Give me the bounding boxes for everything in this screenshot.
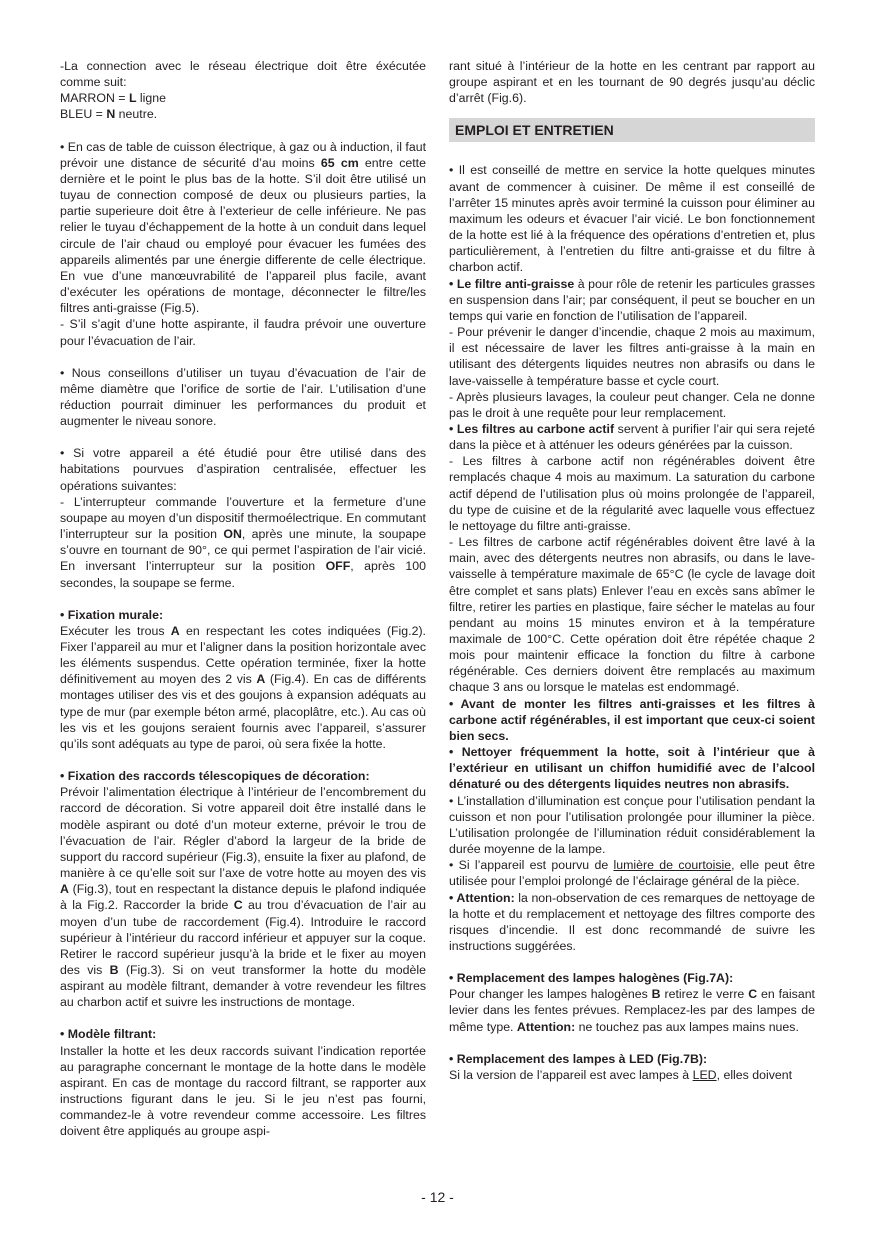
centralized-aspiration-paragraph: • Si votre appareil a été étudié pour être utilisé dans des habitations pourvues d’aspiration centralisée, effectuer les opérations suivantes:: [60, 446, 426, 493]
courtesy-light-paragraph: • Si l’appareil est pourvu de lumière de courtoisie, elle peut être utilisée pour l’emploi prolongé de l’éclairage général de la pièce.: [449, 858, 816, 889]
led-replacement-heading: • Remplacement des lampes à LED (Fig.7B):: [449, 1051, 708, 1066]
fire-prevention-paragraph: - Pour prévenir le danger d’incendie, chaque 2 mois au maximum, il est nécessaire de laver les filtres anti-graisse à la main en utilisant des détergents liquides neutres non abrasifs ou dans le lave-vaisselle à température basse et cycle court.: [449, 325, 815, 388]
section-heading-use-maintenance: EMPLOI ET ENTRETIEN: [449, 118, 815, 142]
telescopic-fittings-paragraph: Prévoir l’alimentation électrique à l’intérieur de l’encombrement du raccord de décoration. Si votre appareil doit être installé dans le modèle aspirant ou doté d’un moteur externe, prévoir le trou de l’évacuation de l’air. Régler d’abord la largeur de la bride de support du raccord supérieur (Fig.3), ensuite la fixer au plafond, de manière à ce qu’elle soit sur l’axe de votre hotte au moyen des vis A (Fig.3), tout en respectant la distance depuis le plafond indiquée à la Fig.2. Raccorder la bride C au trou d’évacuation de l’air au moyen d’un tube de raccordement (Fig.4). Introduire le raccord supérieur à l’intérieur du raccord inférieur et appuyer sur la coque. Retirer le raccord supérieur jusqu’à la bride et le fixer au moyen des vis B (Fig.3). Si on veut transformer la hotte du modèle aspirant au modèle filtrant, demander à votre revendeur les filtres au charbon actif et suivre les instructions de montage.: [60, 785, 426, 1010]
cooktop-distance-paragraph: • En cas de table de cuisson électrique, à gaz ou à induction, il faut prévoir une distance de sécurité d’au moins 65 cm entre cette dernière et le point le plus bas de la hotte. S’il doit être utilisé un tuyau de connection composé de deux ou plusieurs parties, la partie superieure doit être à l’exterieur de celle inférieure. Ne pas relier le tuyau d’échappement de la hotte à un conduit dans lequel circule de l’air chaud ou employé pour évacuer les fumées des appareils alimentés par une énergie differente de celle électrique. En vue d’une manœuvrabilité de l’appareil plus facile, avant d’exécuter les opérations de montage, déconnecter le filtre/les filtres anti-graisse (Fig.5).: [60, 139, 426, 316]
cleaning-warning: • Nettoyer fréquemment la hotte, soit à l’intérieur que à l’extérieur en utilisant un chiffon humidifié avec de l’alcool dénaturé ou des détergents liquides neutres non abrasifs.: [449, 745, 815, 792]
wall-mounting-paragraph: Exécuter les trous A en respectant les cotes indiquées (Fig.2). Fixer l’appareil au mur et l’aligner dans la position horizontale avec les éléments suspendus. Cette opération terminée, fixer la hotte définitivement au moyen des 2 vis A (Fig.4). En cas de différents montages utiliser des vis et des goujons à expansion adéquats au type de mur (par exemple béton armé, placoplâtre, etc.). Au cas où les vis et les goujons seraient fournis avec l’appareil, s’assurer qu’ils sont adéquats au type de paroi, où sera fixée la hotte.: [60, 623, 427, 751]
exhaust-pipe-paragraph: • Nous conseillons d’utiliser un tuyau d’évacuation de l’air de même diamètre que l’orifice de sortie de l’air. L’utilisation d’une réduction pourrait diminuer les performances du produit et augmenter le niveau sonore.: [60, 365, 426, 429]
usage-paragraph: • Il est conseillé de mettre en service la hotte quelques minutes avant de commencer à cuisiner. De même il est conseillé de l’arrêter 15 minutes après avoir terminé la cuisson pour éliminer au maximum les odeurs et évacuer l’air vicié. Le bon fonctionnement de la hotte est lié à la fréquence des opérations d’entretien et, plus particulièrement, à l’entretien du filtre anti-graisse et du filtre à charbon actif.: [449, 163, 815, 275]
switch-paragraph: - L’interrupteur commande l’ouverture et la fermeture d’une soupape au moyen d’un dispositif thermoélectrique. En commutant l’interrupteur sur la position ON, après une minute, la soupape s’ouvre en tournant de 90°, ce qui permet l’aspiration de l’air vicié. En inversant l’interrupteur sur la position OFF, après 100 secondes, la soupape se ferme.: [60, 494, 426, 590]
filtering-model-paragraph: Installer la hotte et les deux raccords suivant l’indication reportée au paragraphe concernant le montage de la hotte dans le modèle aspirant. En cas de montage du raccord filtrant, se rapporter aux instructions figurant dans le jeu. Si le jeu n’est pas fourni, commandez-le à votre revendeur comme accessoire. Les filtres doivent être appliqués au groupe aspi-: [60, 1043, 426, 1139]
attention-paragraph: • Attention: la non-observation de ces remarques de nettoyage de la hotte et du remplacement et nettoyage des filtres comporte des risques d’incendie. Il est donc recommandé de suivre les instructions suggérées.: [449, 890, 815, 953]
air-outlet-paragraph: - S’il s’agit d’une hotte aspirante, il faudra prévoir une ouverture pour l’évacuation de l’air.: [60, 317, 426, 348]
led-replacement-paragraph: Si la version de l’appareil est avec lampes à LED, elles doivent: [449, 1067, 793, 1082]
filtering-model-continuation: rant situé à l’intérieur de la hotte en les centrant par rapport au groupe aspirant et en les tournant de 90 degrés jusqu’au déclic d’arrêt (Fig.6).: [449, 59, 815, 106]
grease-filter-paragraph: • Le filtre anti-graisse à pour rôle de retenir les particules grasses en suspension dans l’air; par conséquent, il peut se boucher en un temps qui varie en fonction de l’utilisation de l’appareil.: [449, 276, 815, 323]
electrical-connection-paragraph: -La connection avec le réseau électrique doit être éxécutée comme suit: MARRON = L ligne BLEU = N neutre.: [60, 59, 426, 122]
right-column: [449, 58, 815, 1083]
lighting-paragraph: • L’installation d’illumination est conçue pour l’utilisation pendant la cuisson et non pour l’utilisation prolongée pour illuminer la pièce. L’utilisation prolongée de l’illumination réduit considérablement la durée moyenne de la lampe.: [449, 793, 815, 857]
dry-filters-warning: • Avant de monter les filtres anti-graisses et les filtres à carbone actif régénérables, il est important que ceux-ci soient bien secs.: [449, 696, 815, 743]
non-regenerable-filter-paragraph: - Les filtres à carbone actif non régénérables doivent être remplacés chaque 4 mois au maximum. La saturation du carbone actif dépend de l’utilisation plus où moins prolongée de l’appareil, du type de cuisine et de la régularité avec laquelle vous effectuez le nettoyage du filtre anti-graisse.: [449, 454, 815, 533]
carbon-filter-paragraph: • Les filtres au carbone actif servent à purifier l’air qui sera rejeté dans la pièce et à atténuer les odeurs générées par la cuisson.: [449, 421, 815, 453]
regenerable-filter-paragraph: - Les filtres de carbone actif régénérables doivent être lavé à la main, avec des détergents neutres non abrasifs, ou dans le lave-vaisselle à température maximale de 65°C (le cycle de lavage doit être complet et sans plats) Enlever l’eau en excès sans abîmer le filtre, retirer les parties en plastique, faire sécher le matelas au four pendant au moins 15 minutes environ et à la température maximale de 100°C. Cette opération doit être répétée chaque 2 mois pour maintenir efficace la fonction du filtre à carbone régénérable. Ces derniers doivent être remplacés au maximum chaque 3 ans ou lorsque le matelas est endommagé.: [449, 535, 815, 695]
left-column: [60, 58, 426, 1140]
color-change-paragraph: - Après plusieurs lavages, la couleur peut changer. Cela ne donne pas le droit à une requête pour leur remplacement.: [449, 389, 815, 420]
halogen-replacement-heading: • Remplacement des lampes halogènes (Fig.7A):: [449, 971, 734, 986]
page-number: - 12 -: [421, 1189, 454, 1205]
wall-mounting-heading: • Fixation murale:: [60, 607, 164, 622]
telescopic-fittings-heading: • Fixation des raccords télescopiques de décoration:: [60, 769, 370, 784]
filtering-model-heading: • Modèle filtrant:: [60, 1027, 157, 1042]
halogen-replacement-paragraph: Pour changer les lampes halogènes B retirez le verre C en faisant levier dans les fentes prévues. Remplacez-les par des lampes de même type. Attention: ne touchez pas aux lampes mains nues.: [449, 987, 815, 1034]
